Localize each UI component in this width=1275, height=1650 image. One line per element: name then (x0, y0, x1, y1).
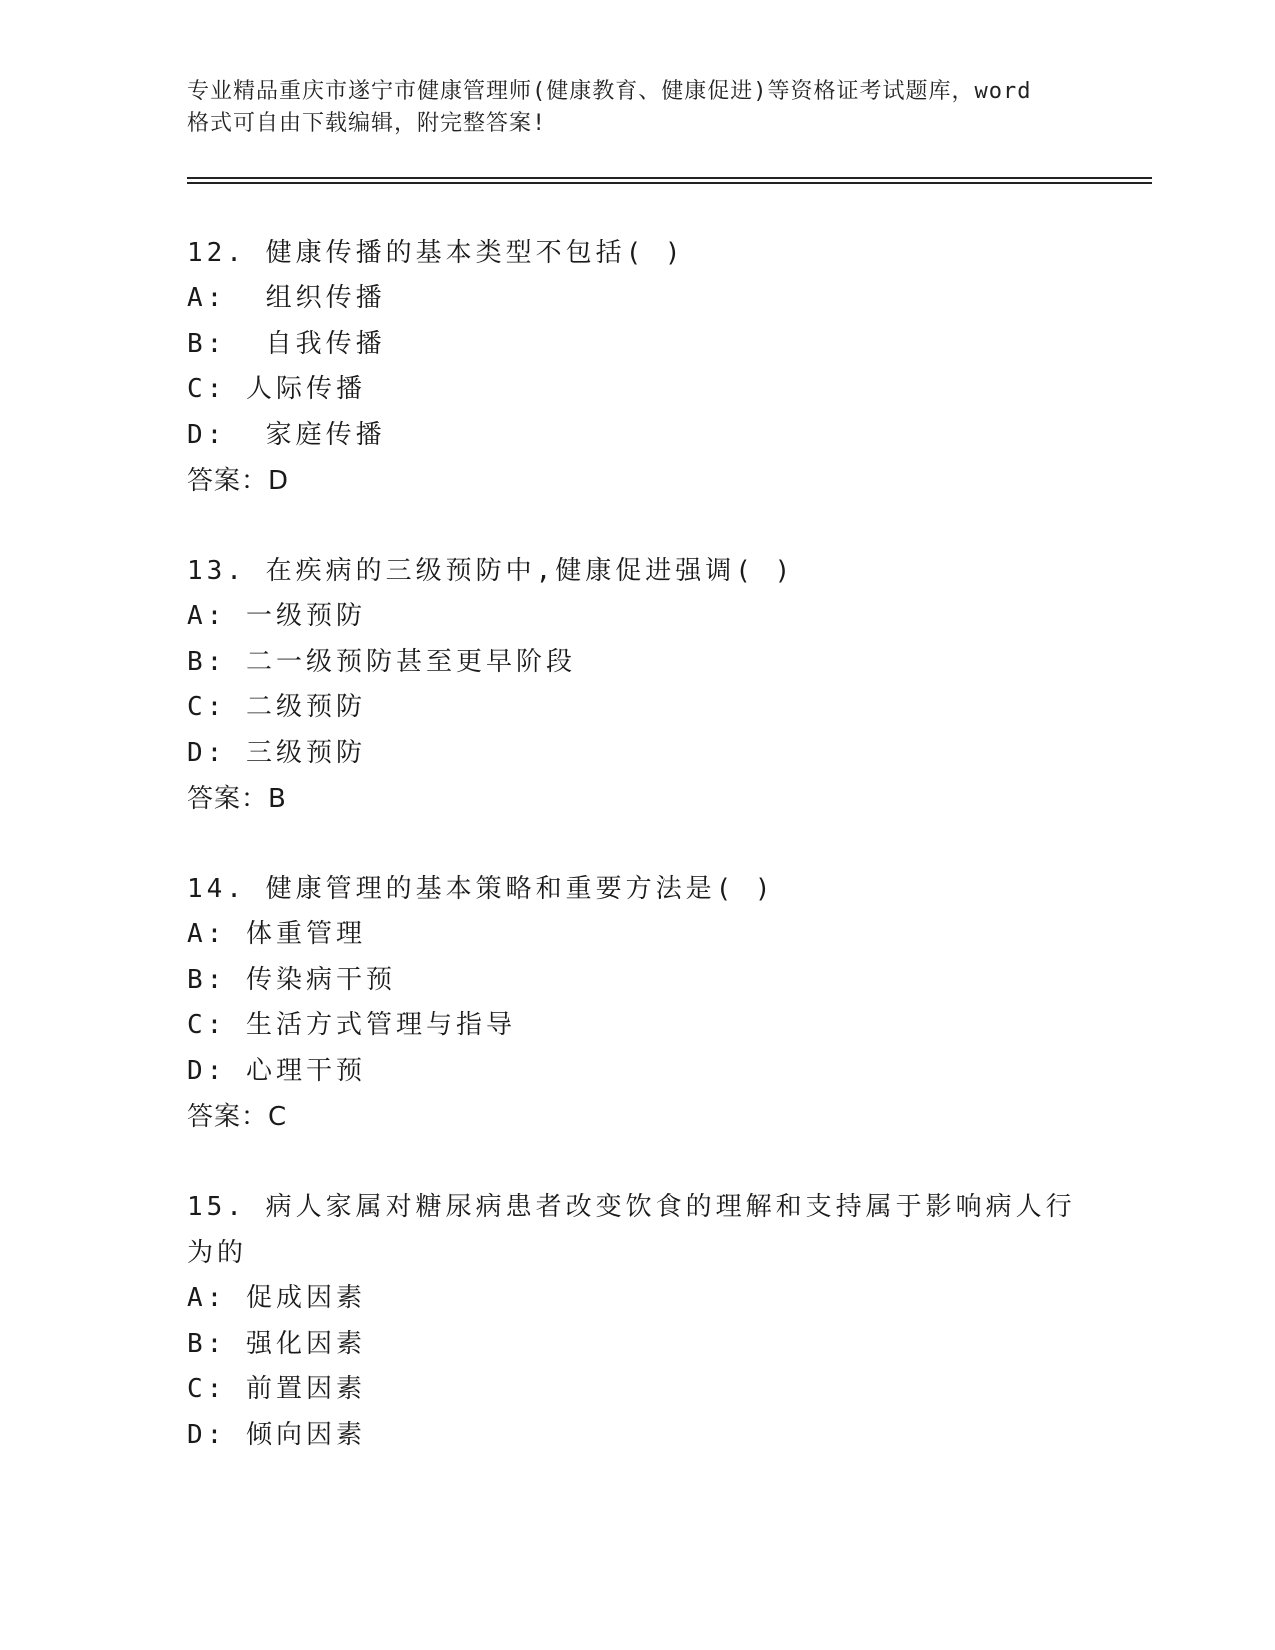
header-line-2: 格式可自由下载编辑，附完整答案! (187, 111, 547, 136)
option-d: D: 倾向因素 (187, 1419, 366, 1450)
option-c: C: 人际传播 (187, 374, 366, 404)
option-a: A: 组织传播 (187, 283, 386, 313)
answer-text: 答案：B (187, 784, 287, 814)
header-divider-bottom (187, 182, 1152, 184)
answer-text: 答案：C (187, 1102, 288, 1132)
question-stem: 15. 病人家属对糖尿病患者改变饮食的理解和支持属于影响病人行为的 (187, 1192, 1076, 1268)
option-c: C: 二级预防 (187, 692, 366, 722)
question-14 (187, 866, 1087, 1140)
option-b: B: 二一级预防甚至更早阶段 (187, 646, 576, 677)
question-stem: 12. 健康传播的基本类型不包括( ) (187, 238, 685, 268)
option-a: A: 一级预防 (187, 601, 366, 631)
option-c: C: 前置因素 (187, 1374, 366, 1404)
option-a: A: 促成因素 (187, 1283, 366, 1313)
option-b: B: 自我传播 (187, 328, 386, 359)
question-list (187, 230, 1087, 1502)
header-divider-top (187, 177, 1152, 179)
option-d: D: 心理干预 (187, 1055, 366, 1086)
question-stem: 14. 健康管理的基本策略和重要方法是( ) (187, 874, 775, 904)
header-line-1: 专业精品重庆市遂宁市健康管理师(健康教育、健康促进)等资格证考试题库，word (187, 79, 1032, 104)
question-12 (187, 230, 1087, 504)
option-c: C: 生活方式管理与指导 (187, 1010, 516, 1040)
option-a: A: 体重管理 (187, 919, 366, 949)
question-13 (187, 548, 1087, 822)
question-15 (187, 1184, 1087, 1458)
question-stem: 13. 在疾病的三级预防中,健康促进强调( ) (187, 556, 795, 586)
document-header (187, 76, 1087, 140)
answer-text: 答案：D (187, 466, 290, 496)
option-b: B: 传染病干预 (187, 964, 396, 995)
option-b: B: 强化因素 (187, 1328, 366, 1359)
option-d: D: 三级预防 (187, 737, 366, 768)
option-d: D: 家庭传播 (187, 419, 386, 450)
